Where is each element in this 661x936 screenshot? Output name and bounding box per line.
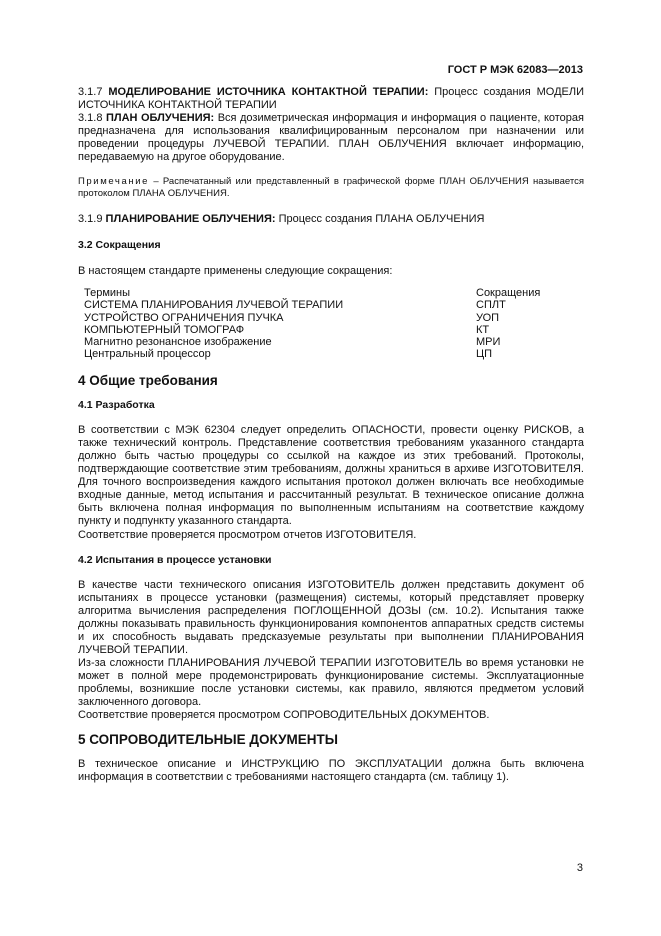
table-cell-term: КОМПЬЮТЕРНЫЙ ТОМОГРАФ [84, 323, 245, 336]
paragraph-4-2-1: В качестве части технического описания ИЗГОТОВИТЕЛЬ должен представить документ об испытаниях в процессе установки (размещения) системы, который представляет проверку алгоритма вычисления распределения ПОГЛОЩЕННОЙ ДОЗЫ (см. 10.2). Испытания также должны показывать правильность функционирования компонентов аппаратных средств системы и их способность выдавать предсказуемые результаты при выполнении ПЛАНИРОВАНИЯ ЛУЧЕВОЙ ТЕРАПИИ. [78, 578, 584, 656]
definition-text: Вся дозиметрическая информация и информация о пациенте, которая предназначена для использования квалифицированным персоналом при назначении или проведении процедуры ЛУЧЕВОЙ ТЕРАПИИ. ПЛАН ОБЛУЧЕНИЯ включает информацию, передаваемую на другое оборудование. [78, 112, 584, 163]
table-cell-abbr: КТ [476, 323, 490, 336]
page-number: 3 [576, 862, 583, 874]
heading-4-1: 4.1 Разработка [78, 398, 155, 411]
definition-number: 3.1.8 [78, 112, 103, 124]
paragraph-4-2-3: Соответствие проверяется просмотром СОПРОВОДИТЕЛЬНЫХ ДОКУМЕНТОВ. [78, 708, 490, 721]
col-header-terms: Термины [84, 287, 131, 299]
heading-4-2: 4.2 Испытания в процессе установки [78, 553, 272, 566]
abbr-intro: В настоящем стандарте применены следующие сокращения: [78, 265, 393, 277]
definition-number: 3.1.9 [78, 213, 103, 225]
table-cell-term: СИСТЕМА ПЛАНИРОВАНИЯ ЛУЧЕВОЙ ТЕРАПИИ [84, 299, 344, 312]
page-content [78, 86, 584, 784]
table-cell-abbr: СПЛТ [476, 299, 506, 312]
definition-number: 3.1.7 [78, 86, 103, 98]
col-header-abbr: Сокращения [476, 287, 541, 299]
table-cell-term: УСТРОЙСТВО ОГРАНИЧЕНИЯ ПУЧКА [84, 311, 284, 324]
definition-3-1-8 [78, 112, 584, 164]
table-cell-term: Центральный процессор [84, 348, 211, 361]
note [78, 176, 584, 200]
definition-text: Процесс создания МОДЕЛИ ИСТОЧНИКА КОНТАКТНОЙ ТЕРАПИИ [78, 86, 584, 111]
definition-term: ПЛАНИРОВАНИЕ ОБЛУЧЕНИЯ: [105, 213, 276, 225]
standard-header: ГОСТ Р МЭК 62083—2013 [447, 64, 583, 76]
definition-term: ПЛАН ОБЛУЧЕНИЯ: [105, 112, 215, 124]
definition-3-1-7 [78, 86, 584, 112]
abbreviations-table [84, 287, 584, 361]
heading-3-2: 3.2 Сокращения [78, 239, 161, 251]
table-cell-abbr: УОП [476, 311, 500, 324]
section-4-title: 4 Общие требования [78, 372, 218, 388]
table-cell-term: Магнитно резонансное изображение [84, 336, 272, 349]
paragraph-4-2-2: Из-за сложности ПЛАНИРОВАНИЯ ЛУЧЕВОЙ ТЕРАПИИ ИЗГОТОВИТЕЛЬ во время установки не может в полной мере продемонстрировать функционирование системы. Эксплуатационные проблемы, возникшие после установки системы, как правило, являются предметом условий заключенного договора. [78, 656, 584, 708]
table-cell-abbr: МРИ [476, 336, 501, 349]
note-label: Примечание [78, 176, 149, 187]
note-text: – Распечатанный или представленный в графической форме ПЛАН ОБЛУЧЕНИЯ называется протоколом ПЛАНА ОБЛУЧЕНИЯ. [78, 176, 584, 199]
definition-text: Процесс создания ПЛАНА ОБЛУЧЕНИЯ [278, 213, 485, 225]
table-cell-abbr: ЦП [476, 348, 493, 361]
definition-3-1-9 [78, 213, 584, 226]
section-5-title: 5 СОПРОВОДИТЕЛЬНЫЕ ДОКУМЕНТЫ [78, 731, 338, 747]
definition-term: МОДЕЛИРОВАНИЕ ИСТОЧНИКА КОНТАКТНОЙ ТЕРАПИИ: [108, 86, 429, 98]
paragraph-5-1: В техническое описание и ИНСТРУКЦИЮ ПО ЭКСПЛУАТАЦИИ должна быть включена информация в соответствии с требованиями настоящего стандарта (см. таблицу 1). [78, 757, 584, 783]
paragraph-4-1-2: Соответствие проверяется просмотром отчетов ИЗГОТОВИТЕЛЯ. [78, 528, 417, 541]
paragraph-4-1-1: В соответствии с МЭК 62304 следует определить ОПАСНОСТИ, провести оценку РИСКОВ, а также технический контроль. Представление соответствия требованиям указанного стандарта должно быть частью процедуры со ссылкой на каждое из этих требований. Протоколы, подтверждающие соответствие этим требованиям, должны храниться в архиве ИЗГОТОВИТЕЛЯ. Для точного воспроизведения каждого испытания протокол должен включать все необходимые входные данные, метод испытания и рассчитанный результат. В техническое описание должна быть включена полная информация по выполненным испытаниям на соответствие каждому пункту и подпункту указанного стандарта. [78, 423, 584, 527]
